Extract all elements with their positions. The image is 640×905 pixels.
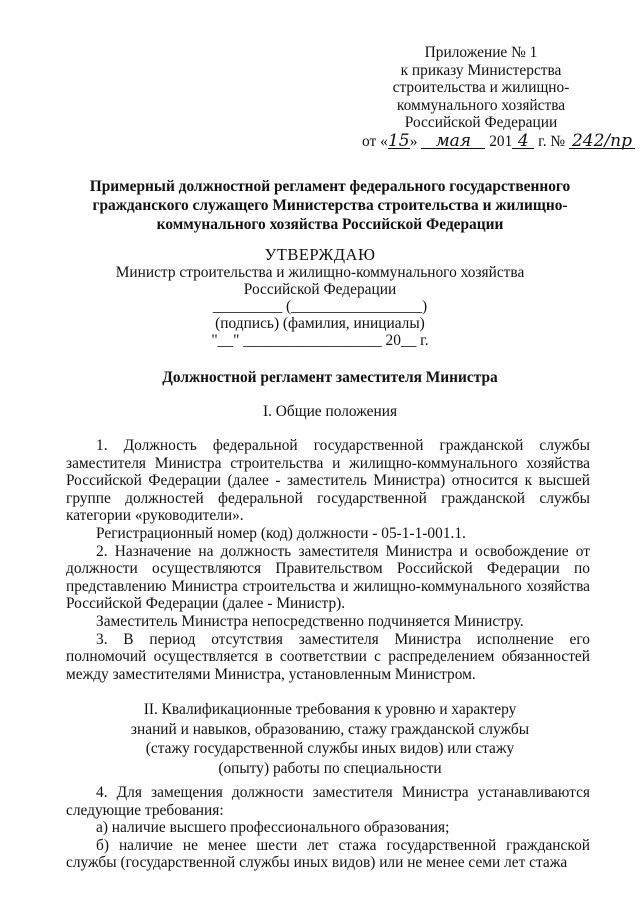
- section-heading: I. Общие положения: [262, 403, 398, 420]
- title-line: коммунального хозяйства Российской Федерации: [156, 216, 504, 233]
- order-day-close: »: [409, 132, 418, 150]
- document-title: [60, 177, 600, 234]
- section-heading-line: II. Квалификационные требования к уровню и характеру: [143, 701, 517, 718]
- appendix-line: строительства и жилищно-: [392, 79, 570, 97]
- paragraph: 4. Для замещения должности заместителя Министра устанавливаются следующие требования:: [66, 784, 590, 819]
- approval-line: Министр строительства и жилищно-коммунального хозяйства: [115, 264, 525, 281]
- paragraph: Регистрационный номер (код) должности - 05-1-1-001.1.: [96, 524, 466, 542]
- order-date-number: [350, 130, 632, 151]
- appendix-line: Российской Федерации: [404, 114, 558, 132]
- title-line: гражданского служащего Министерства строительства и жилищно-: [92, 197, 568, 214]
- paragraph: б) наличие не менее шести лет стажа государственной гражданской службы (государственной службы иных видов) или не менее семи лет стажа: [66, 836, 590, 872]
- order-year-prefix: 201: [489, 132, 513, 150]
- approval-date-line: "__" __________________ 20__ г.: [211, 332, 429, 349]
- order-month: мая: [421, 134, 485, 149]
- section-heading-line: (стажу государственной службы иных видов) или стажу: [145, 740, 515, 757]
- section-heading-line: (опыту) работы по специальности: [218, 759, 442, 777]
- section-heading: [90, 700, 570, 778]
- order-year-digit: 4: [512, 134, 534, 149]
- approval-heading: УТВЕРЖДАЮ: [264, 245, 376, 264]
- paragraph: 2. Назначение на должность заместителя Министра и освобождение от должности осуществляются Правительством Российской Федерации по представлению Министра строительства и жилищно-коммунального хозяйства Российской Федерации (далее - Министр).: [66, 542, 590, 613]
- signature-line: _________ (_________________): [212, 298, 428, 315]
- section-heading-line: знаний и навыков, образованию, стажу гражданской службы: [130, 720, 530, 738]
- section2-body: [66, 784, 590, 872]
- paragraph: Заместитель Министра непосредственно подчиняется Министру.: [96, 612, 524, 630]
- order-number: 242/пр: [569, 134, 635, 149]
- order-number-prefix: г. №: [538, 132, 566, 150]
- paragraph: а) наличие высшего профессионального образования;: [96, 819, 450, 837]
- appendix-block: [350, 44, 632, 151]
- appendix-line: коммунального хозяйства: [396, 96, 566, 114]
- signature-caption: (подпись) (фамилия, инициалы): [215, 315, 425, 332]
- title-line: Примерный должностной регламент федерального государственного: [89, 178, 571, 195]
- order-prefix: от «: [362, 132, 388, 150]
- paragraph: 1. Должность федеральной государственной гражданской службы заместителя Министра строительства и жилищно-коммунального хозяйства Российской Федерации (далее - заместитель Министра) относится к высшей группе должностей федеральной государственной гражданской службы категории «руководители».: [66, 437, 590, 525]
- regulation-title: Должностной регламент заместителя Министра: [162, 369, 498, 386]
- paragraph: 3. В период отсутствия заместителя Министра исполнение его полномочий осуществляется в соответствии с распределением обязанностей между заместителями Министра, установленным Министром.: [66, 630, 590, 683]
- section1-body: [66, 437, 590, 683]
- approval-block: [100, 245, 540, 349]
- approval-line: Российской Федерации: [243, 281, 397, 298]
- appendix-line: к приказу Министерства: [400, 61, 562, 79]
- appendix-line: Приложение № 1: [424, 44, 538, 61]
- order-day: 15: [387, 130, 410, 151]
